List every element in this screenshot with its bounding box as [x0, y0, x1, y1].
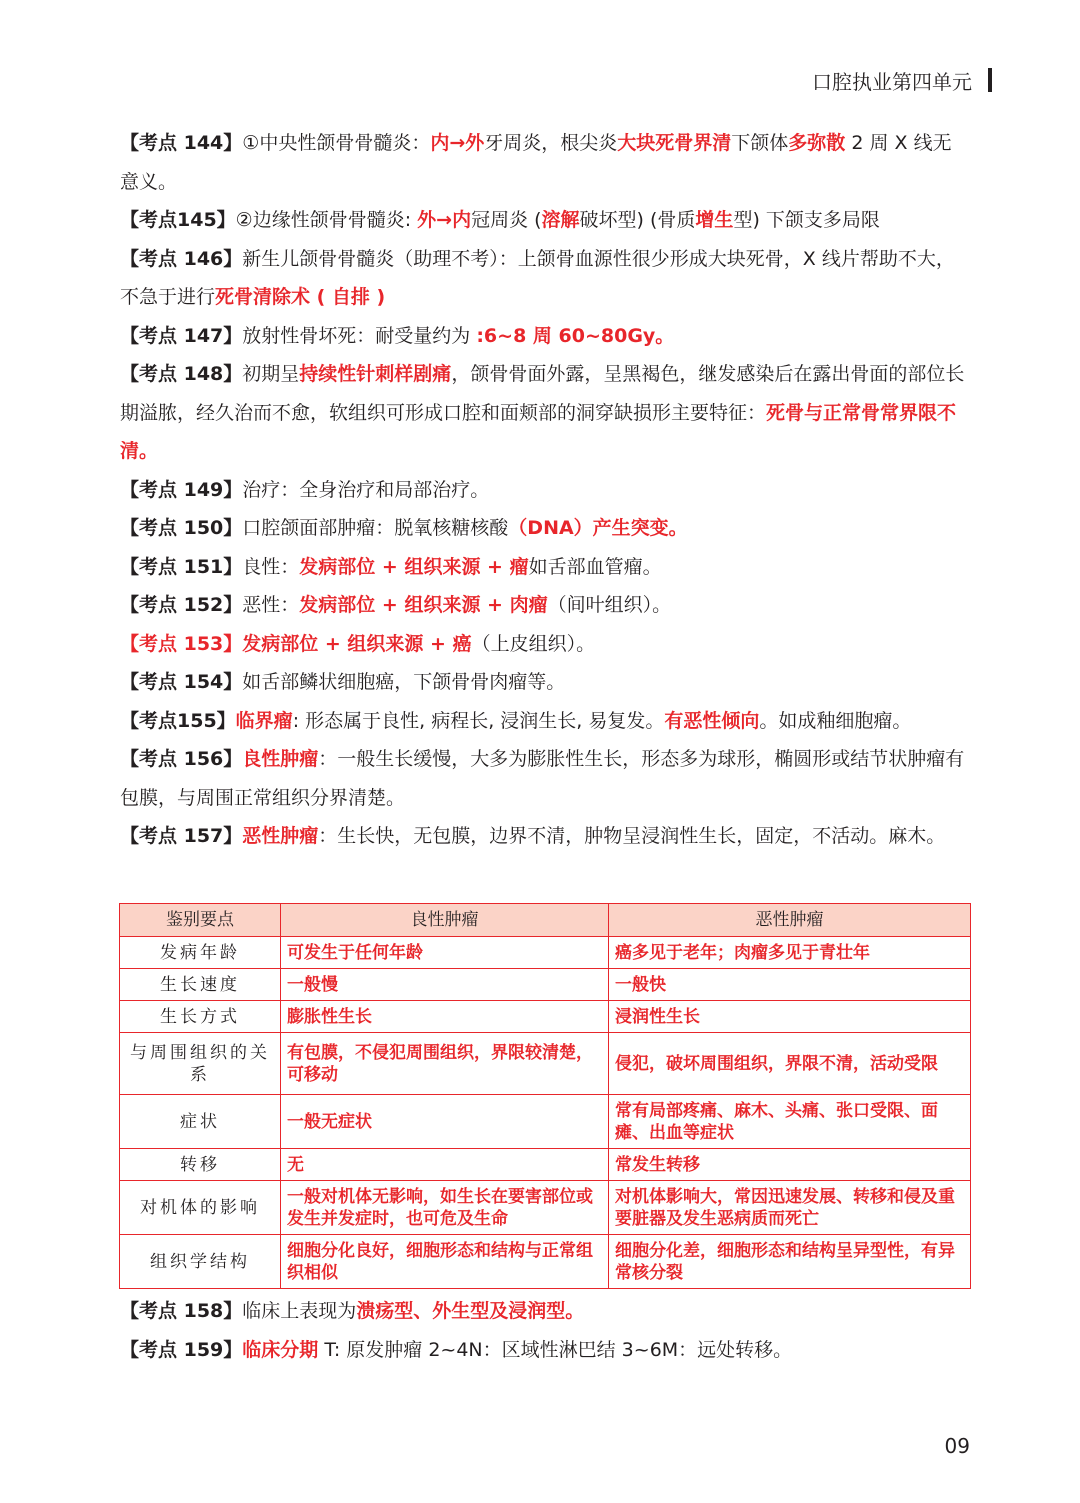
table-cell-benign: 一般无症状	[281, 1095, 609, 1149]
table-cell-criterion: 生长方式	[120, 1001, 281, 1033]
table-cell-criterion: 症状	[120, 1095, 281, 1149]
exam-point-number: 【考点 158】	[120, 1300, 243, 1322]
exam-point-number: 【考点 151】	[120, 555, 243, 578]
body-text: 下颌体	[731, 132, 789, 154]
highlight-text: 内→外	[430, 132, 485, 154]
table-cell-benign: 无	[281, 1149, 609, 1181]
table-cell-criterion: 对机体的影响	[120, 1181, 281, 1235]
body-text: 破坏型) (骨质	[579, 209, 696, 231]
exam-point	[120, 702, 970, 741]
body-text: 如舌部鳞状细胞癌，下颌骨骨肉瘤等。	[242, 671, 566, 693]
body-text: 临床上表现为	[242, 1300, 357, 1322]
highlight-text: 溶解	[541, 209, 580, 231]
header-title: 口腔执业第四单元	[812, 70, 972, 94]
exam-point-number: 【考点 148】	[120, 363, 243, 385]
body-text: 放射性骨坏死：耐受量约为	[242, 324, 477, 347]
table-cell-malignant: 一般快	[609, 969, 971, 1001]
body-text: 初期呈	[242, 363, 300, 385]
highlight-text: 溃疡型、外生型及浸润型。	[356, 1300, 585, 1322]
exam-point-number: 【考点 150】	[120, 517, 243, 539]
table-row	[120, 1235, 971, 1289]
highlight-text: 发病部位 + 组织来源 + 癌	[242, 632, 472, 655]
body-text: （上皮组织）。	[471, 632, 596, 655]
body-text: ：一般生长缓慢，大多为膨胀性生长，形态多为球形，椭圆形或结节状肿瘤有包膜，与周围正常组织分界清楚。	[120, 748, 965, 809]
highlight-text: 增生	[695, 209, 734, 231]
highlight-text: 大块死骨界清	[617, 132, 732, 154]
highlight-text: 发病部位 + 组织来源 + 瘤	[299, 555, 529, 578]
table-header-cell: 恶性肿瘤	[609, 904, 971, 937]
table-cell-benign: 有包膜，不侵犯周围组织，界限较清楚，可移动	[281, 1033, 609, 1095]
exam-point	[120, 317, 970, 356]
exam-point-number: 【考点 154】	[120, 671, 243, 693]
table-cell-malignant: 细胞分化差，细胞形态和结构呈异型性，有异常核分裂	[609, 1235, 971, 1289]
exam-point-number: 【考点 156】	[120, 748, 243, 770]
exam-point-number: 【考点 149】	[120, 478, 243, 501]
table-cell-criterion: 转移	[120, 1149, 281, 1181]
exam-point	[120, 625, 970, 664]
table-cell-criterion: 组织学结构	[120, 1235, 281, 1289]
exam-point-number: 【考点 152】	[120, 594, 243, 616]
highlight-text: 有恶性倾向	[664, 709, 760, 732]
body-text: 牙周炎，根尖炎	[484, 132, 618, 154]
exam-point	[120, 355, 970, 471]
table-cell-malignant: 常有局部疼痛、麻木、头痛、张口受限、面瘫、出血等症状	[609, 1095, 971, 1149]
page-number: 09	[944, 1434, 970, 1458]
exam-point	[120, 471, 970, 510]
exam-point	[120, 509, 970, 548]
highlight-text: 发病部位 + 组织来源 + 肉瘤	[299, 594, 548, 616]
table-row	[120, 937, 971, 969]
body-text: 2 周 X 线无意义。	[120, 132, 952, 193]
body-text: 冠周炎 (	[471, 209, 542, 231]
table-cell-malignant: 对机体影响大，常因迅速发展、转移和侵及重要脏器及发生恶病质而死亡	[609, 1181, 971, 1235]
table-header-cell: 良性肿瘤	[281, 904, 609, 937]
exam-point-number: 【考点 159】	[120, 1338, 243, 1361]
highlight-text: 持续性针刺样剧痛	[299, 363, 452, 385]
table-cell-benign: 一般慢	[281, 969, 609, 1001]
highlight-text: 良性肿瘤	[242, 748, 319, 770]
exam-point-number: 【考点145】	[120, 209, 236, 231]
table-cell-criterion: 生长速度	[120, 969, 281, 1001]
highlight-text: 死骨与正常骨常界限不清。	[120, 401, 957, 462]
body-text: 如舌部血管瘤。	[528, 555, 662, 578]
highlight-text: 外→内	[417, 209, 472, 231]
highlight-text: 多弥散	[788, 132, 846, 154]
body-text: （间叶组织）。	[547, 594, 672, 616]
exam-point-number: 【考点 147】	[120, 324, 243, 347]
exam-point-number: 【考点155】	[120, 709, 236, 732]
table-header-row	[120, 904, 971, 937]
exam-point	[120, 124, 970, 201]
exam-points-list	[120, 124, 970, 856]
table-cell-criterion: 与周围组织的关系	[120, 1033, 281, 1095]
exam-point-number: 【考点 157】	[120, 825, 243, 847]
header-bar	[988, 68, 992, 92]
body-text: T: 原发肿瘤 2~4N：区域性淋巴结 3~6M：远处转移。	[318, 1338, 793, 1361]
exam-point	[120, 663, 970, 702]
table-cell-benign: 可发生于任何年龄	[281, 937, 609, 969]
body-text: 新生儿颌骨骨髓炎（助理不考）：上颌骨血源性很少形成大块死骨，X 线片帮助不大，不急于进行	[120, 247, 955, 308]
highlight-text: :6~8 周 60~80Gy。	[476, 324, 675, 347]
body-text: ，颌骨骨面外露，呈黑褐色，继发感染后在露出骨面的部位长期溢脓，经久治而不愈，软组织可形成口腔和面颊部的洞穿缺损形主要特征：	[120, 363, 965, 424]
table-cell-malignant: 侵犯，破坏周围组织，界限不清，活动受限	[609, 1033, 971, 1095]
table-cell-criterion: 发病年龄	[120, 937, 281, 969]
highlight-text: （DNA）产生突变。	[508, 517, 688, 539]
exam-point	[120, 240, 970, 317]
exam-point	[120, 201, 970, 240]
body-text: ②边缘性颌骨骨髓炎:	[235, 209, 418, 231]
table-row	[120, 1095, 971, 1149]
body-text: 口腔颌面部肿瘤：脱氧核糖核酸	[242, 517, 509, 539]
body-text: 治疗：全身治疗和局部治疗。	[242, 478, 490, 501]
table-row	[120, 1181, 971, 1235]
exam-point	[120, 1292, 970, 1331]
table-cell-malignant: 常发生转移	[609, 1149, 971, 1181]
exam-point	[120, 586, 970, 625]
exam-point	[120, 1331, 970, 1370]
tumor-comparison-table	[119, 903, 971, 1289]
table-row	[120, 1001, 971, 1033]
table-row	[120, 1033, 971, 1095]
highlight-text: 临界瘤	[235, 709, 293, 732]
body-text: 型) 下颌支多局限	[733, 209, 880, 231]
table-cell-benign: 一般对机体无影响，如生长在要害部位或发生并发症时，也可危及生命	[281, 1181, 609, 1235]
exam-points-after-table	[120, 1292, 970, 1369]
table-cell-benign: 膨胀性生长	[281, 1001, 609, 1033]
table-row	[120, 1149, 971, 1181]
table-header-cell: 鉴别要点	[120, 904, 281, 937]
body-text: 恶性：	[242, 594, 300, 616]
body-text: 良性：	[242, 555, 300, 578]
body-text: ①中央性颌骨骨髓炎：	[242, 132, 431, 154]
table-cell-malignant: 癌多见于老年；肉瘤多见于青壮年	[609, 937, 971, 969]
highlight-text: 恶性肿瘤	[242, 825, 319, 847]
highlight-text: 死骨清除术 ( 自排 )	[215, 286, 386, 308]
body-text: ：生长快，无包膜，边界不清，肿物呈浸润性生长，固定，不活动。麻木。	[318, 825, 946, 847]
table-cell-malignant: 浸润性生长	[609, 1001, 971, 1033]
highlight-text: 临床分期	[242, 1338, 319, 1361]
table-row	[120, 969, 971, 1001]
exam-point	[120, 817, 970, 856]
exam-point	[120, 548, 970, 587]
body-text: : 形态属于良性, 病程长, 浸润生长, 易复发。	[292, 709, 665, 732]
body-text: 。如成釉细胞瘤。	[759, 709, 912, 732]
table-cell-benign: 细胞分化良好，细胞形态和结构与正常组织相似	[281, 1235, 609, 1289]
exam-point-number: 【考点 146】	[120, 247, 243, 270]
exam-point-number: 【考点 153】	[120, 632, 243, 655]
exam-point-number: 【考点 144】	[120, 132, 243, 154]
exam-point	[120, 740, 970, 817]
running-header	[812, 66, 972, 95]
